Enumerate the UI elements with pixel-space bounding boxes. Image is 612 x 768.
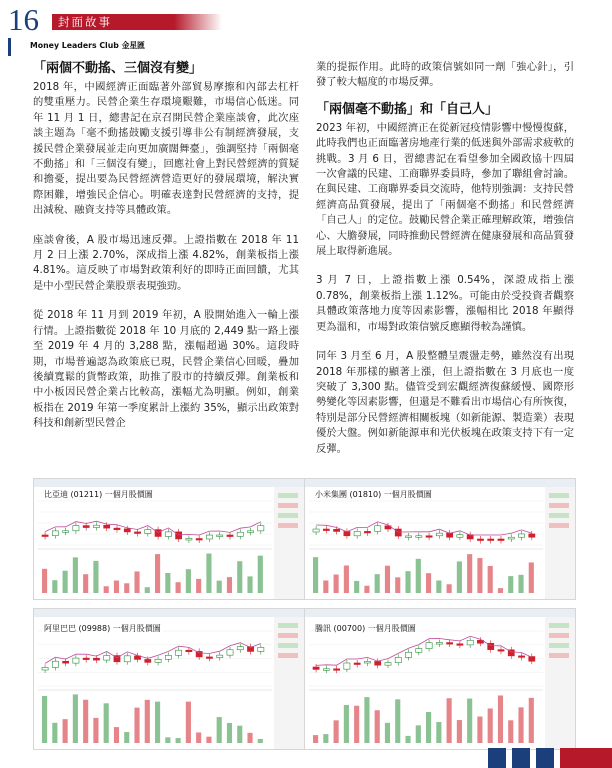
candle xyxy=(395,657,401,662)
volume-bar xyxy=(217,581,222,593)
volume-bar xyxy=(344,565,349,593)
volume-bar xyxy=(104,586,109,593)
volume-bar xyxy=(155,702,160,743)
candle xyxy=(217,655,223,657)
volume-bar xyxy=(467,699,472,743)
volume-bar xyxy=(93,561,98,593)
candle xyxy=(165,532,171,537)
candle xyxy=(518,534,524,537)
page-number: 16 xyxy=(8,2,39,37)
chart-alibaba xyxy=(33,608,305,750)
volume-bar xyxy=(134,571,139,593)
volume-bar xyxy=(529,698,534,743)
volume-bar xyxy=(196,732,201,743)
chart-toolbar xyxy=(305,479,575,487)
candle xyxy=(364,661,370,663)
candle xyxy=(104,656,110,661)
candle xyxy=(364,531,370,533)
axis-label-tag xyxy=(278,503,298,508)
volume-bar xyxy=(313,557,318,593)
candle xyxy=(237,647,243,650)
candle xyxy=(83,526,89,528)
volume-bar xyxy=(488,566,493,593)
right-column xyxy=(316,60,574,471)
chart-title: 比亞迪 (01211) 一個月股價圖 xyxy=(44,490,153,499)
axis-label-tag xyxy=(278,643,298,648)
candle xyxy=(63,531,69,533)
candle xyxy=(93,658,99,660)
axis-label-tag xyxy=(549,493,569,498)
candle xyxy=(447,643,453,645)
candle xyxy=(426,643,432,649)
footer-deco-block xyxy=(512,748,530,768)
candle xyxy=(73,658,79,663)
chart-toolbar xyxy=(305,609,575,617)
volume-bar xyxy=(145,587,150,593)
axis-label-tag xyxy=(549,513,569,518)
left-paragraph-2: 座談會後，A 股市場迅速反彈。上證指數在 2018 年 11 月 2 日上漲 2.70%，深成指上漲 4.82%，創業板指上漲 4.81%。這反映了市場對政策利好的即時正面回饋，尤其是中小型民營企業股票表現強勁。 xyxy=(33,233,299,292)
footer-deco-block xyxy=(488,748,506,768)
right-paragraph-3: 同年 3 月至 6 月，A 股整體呈震盪走勢，雖然沒有出現 2018 年那樣的顯著上漲，但上證指數在 3 月底也一度突破了 3,300 點。儘管受到宏觀經濟復蘇緩慢、國際形勢變化等因素影響，但還是不難看出市場信心有所恢復，特別是部分民營經濟相關板塊（如新能源、製造業）表現優於大盤。例如新能源車和光伏板塊在政策支持下有一定反彈。 xyxy=(316,350,574,455)
volume-bar xyxy=(447,698,452,743)
chart-toolbar xyxy=(34,479,304,487)
volume-bar xyxy=(323,734,328,743)
candle xyxy=(52,531,58,536)
chart-title: 小米集團 (01810) 一個月股價圖 xyxy=(315,490,432,499)
volume-bar xyxy=(73,557,78,593)
candle xyxy=(323,669,329,671)
candle xyxy=(416,649,422,653)
candle xyxy=(237,532,243,536)
axis-label-tag xyxy=(549,653,569,658)
volume-bar xyxy=(52,580,57,593)
volume-bar xyxy=(83,574,88,593)
candle xyxy=(83,658,89,660)
heading-own-people: 「兩個毫不動搖」和「自己人」 xyxy=(316,101,499,117)
candle xyxy=(313,667,319,669)
volume-bar xyxy=(447,584,452,593)
candle xyxy=(63,661,69,663)
volume-bar xyxy=(508,720,513,743)
candle xyxy=(405,652,411,657)
volume-bar xyxy=(518,707,523,743)
chart-byd xyxy=(33,478,305,600)
candle xyxy=(42,535,48,537)
volume-bar xyxy=(104,703,109,743)
volume-bar xyxy=(186,569,191,593)
candle xyxy=(258,526,264,531)
volume-bar xyxy=(467,554,472,593)
volume-bar xyxy=(124,583,129,593)
section-label: 封面故事 xyxy=(52,14,222,30)
candle xyxy=(447,533,453,537)
candle xyxy=(196,651,202,657)
volume-bar xyxy=(42,569,47,593)
volume-bar xyxy=(518,575,523,593)
volume-bar xyxy=(405,571,410,593)
volume-bar xyxy=(196,579,201,593)
axis-label-tag xyxy=(278,513,298,518)
volume-bar xyxy=(405,736,410,743)
volume-bar xyxy=(114,727,119,743)
volume-bar xyxy=(176,738,181,743)
candle xyxy=(354,663,360,665)
left-paragraph-3: 從 2018 年 11 月到 2019 年初，A 股開始進入一輪上漲行情。上證指數從 2018 年 10 月底的 2,449 點一路上漲至 2019 年 4 月的 3,288 點，漲幅超過 30%。這段時期，市場普遍認為政策底已現，民營企業信心回暖，疊加後續寬鬆的貨幣政策，助推了股市的持續反彈。創業板和中小板因民營企業占比較高，漲幅尤為明顯。例如，創業板指在 2019 年第一季度累計上漲約 35%，顯示出政策對科技和創新型民營企 xyxy=(33,309,299,430)
volume-bar xyxy=(426,712,431,743)
candle xyxy=(73,526,79,531)
axis-label-tag xyxy=(549,623,569,628)
header-accent-bar xyxy=(8,38,11,56)
candle xyxy=(416,536,422,538)
volume-bar xyxy=(145,700,150,743)
right-paragraph-0: 業的提振作用。此時的政策信號如同一劑「強心針」，引發了較大幅度的市場反彈。 xyxy=(316,61,574,89)
volume-bar xyxy=(313,735,318,743)
candle xyxy=(196,539,202,541)
volume-bar xyxy=(237,726,242,743)
heading-two-unshakables: 「兩個不動搖、三個沒有變」 xyxy=(33,61,203,76)
volume-bar xyxy=(395,699,400,743)
volume-bar xyxy=(237,561,242,593)
volume-bar xyxy=(457,720,462,743)
volume-bar xyxy=(498,588,503,593)
right-paragraph-1: 2023 年初，中國經濟正在從新冠疫情影響中慢慢復蘇，此時我們也正面臨著房地產行業的低迷與外部需求疲軟的挑戰。3 月 6 日，習總書記在看望參加全國政協十四屆一次會議的民建、工商聯界委員時，參加了聯組會討論。在與民建、工商聯界委員交流時，他特別強調：支持民營經濟高品質發展，提出了「兩個毫不動搖」和民營經濟「自己人」的定位。鼓勵民營企業正確理解政策，增強信心、大膽發展，同時推動民營經濟在健康發展和高品質發展上取得新進展。 xyxy=(316,121,574,258)
axis-label-tag xyxy=(549,503,569,508)
candle xyxy=(457,644,463,646)
candle xyxy=(176,532,182,539)
volume-bar xyxy=(206,554,211,593)
volume-bar xyxy=(354,706,359,743)
candle xyxy=(467,640,473,645)
candle xyxy=(313,529,319,532)
volume-bar xyxy=(477,717,482,743)
volume-bar xyxy=(42,696,47,743)
volume-bar xyxy=(93,718,98,743)
candle xyxy=(145,659,151,662)
candle xyxy=(104,525,110,528)
volume-bar xyxy=(83,700,88,743)
volume-bar xyxy=(155,554,160,593)
candle xyxy=(176,650,182,655)
candle xyxy=(145,530,151,534)
volume-bar xyxy=(436,580,441,593)
candle xyxy=(155,659,161,662)
chart-toolbar xyxy=(34,609,304,617)
chart-title: 阿里巴巴 (09988) 一個月股價圖 xyxy=(44,624,161,633)
candle xyxy=(93,525,99,527)
volume-bar xyxy=(334,575,339,593)
volume-bar xyxy=(247,733,252,743)
volume-bar xyxy=(364,697,369,743)
candle xyxy=(385,663,391,666)
footer-deco-block xyxy=(560,748,612,768)
volume-bar xyxy=(227,723,232,743)
volume-bar xyxy=(73,694,78,743)
candle xyxy=(334,669,340,671)
volume-bar xyxy=(488,708,493,743)
volume-bar xyxy=(63,571,68,593)
candle xyxy=(227,650,233,655)
volume-bar xyxy=(395,577,400,593)
axis-label-tag xyxy=(278,523,298,528)
candle xyxy=(334,529,340,531)
candle xyxy=(457,535,463,538)
candle xyxy=(498,650,504,652)
candle xyxy=(42,667,48,670)
volume-bar xyxy=(436,722,441,743)
axis-label-tag xyxy=(278,623,298,628)
volume-bar xyxy=(63,719,68,743)
volume-bar xyxy=(375,574,380,593)
candle xyxy=(258,647,264,651)
volume-bar xyxy=(385,723,390,743)
volume-bar xyxy=(508,576,513,593)
volume-bar xyxy=(124,732,129,743)
volume-bar xyxy=(52,723,57,743)
candle xyxy=(52,661,58,667)
candle xyxy=(344,663,350,669)
volume-bar xyxy=(114,581,119,593)
volume-bar xyxy=(457,561,462,593)
volume-bar xyxy=(529,562,534,593)
candle xyxy=(323,529,329,531)
volume-bar xyxy=(258,739,263,743)
axis-label-tag xyxy=(549,633,569,638)
candle xyxy=(206,535,212,539)
volume-bar xyxy=(176,582,181,593)
candle xyxy=(227,535,233,537)
candle xyxy=(165,655,171,659)
candle xyxy=(124,656,130,662)
axis-label-tag xyxy=(278,493,298,498)
candle xyxy=(247,531,253,533)
candle xyxy=(124,529,130,532)
volume-bar xyxy=(354,581,359,593)
volume-bar xyxy=(416,559,421,593)
volume-bar xyxy=(165,573,170,593)
volume-bar xyxy=(134,708,139,743)
axis-label-tag xyxy=(278,653,298,658)
candle xyxy=(405,536,411,538)
candle xyxy=(529,534,535,537)
volume-bar xyxy=(206,737,211,743)
candle xyxy=(114,528,120,530)
right-paragraph-2: 3 月 7 日，上證指數上漲 0.54%，深證成指上漲 0.78%，創業板指上漲 1.12%。可能由於受投資者觀察具體政策落地力度等因素影響，漲幅相比 2018 年顯得更為溫和，市場對政策信號反應顯得較為謹慎。 xyxy=(316,274,574,333)
candle xyxy=(354,531,360,535)
candle xyxy=(508,537,514,539)
volume-bar xyxy=(375,710,380,743)
candle xyxy=(134,532,140,534)
volume-bar xyxy=(217,717,222,743)
axis-label-tag xyxy=(278,633,298,638)
volume-bar xyxy=(498,695,503,743)
chart-title: 騰訊 (00700) 一個月股價圖 xyxy=(315,624,416,633)
volume-bar xyxy=(334,720,339,743)
candle xyxy=(488,539,494,541)
axis-label-tag xyxy=(549,643,569,648)
volume-bar xyxy=(344,705,349,743)
candle xyxy=(217,535,223,537)
chart-xiaomi xyxy=(304,478,576,600)
volume-bar xyxy=(364,586,369,593)
left-paragraph-1: 2018 年，中國經濟正面臨著外部貿易摩擦和內部去杠杆的雙重壓力。民營企業生存環境艱難，市場信心低迷。同年 11 月 1 日，總書記在京召開民營企業座談會，此次座談主題為「毫不動搖鼓勵支援引導非公有制經濟發展，支援民營企業發展並走向更加廣闊舞臺」，強調堅持「兩個毫不動搖」和「三個沒有變」，回應社會上對民營經濟的質疑和擔憂，提出要為民營經濟營造更好的發展環境，解決實際困難，增強民企信心。明確表達對民營經濟的支持，提出減稅、融資支持等具體政策。 xyxy=(33,81,299,217)
volume-bar xyxy=(477,558,482,593)
candle xyxy=(186,539,192,541)
candle xyxy=(436,533,442,536)
candle xyxy=(518,656,524,658)
axis-label-tag xyxy=(549,523,569,528)
magazine-name: Money Leaders Club 金星匯 xyxy=(30,41,145,50)
candle xyxy=(426,536,432,538)
volume-bar xyxy=(227,577,232,593)
volume-bar xyxy=(323,581,328,593)
candle xyxy=(206,657,212,659)
candle xyxy=(498,539,504,541)
chart-tencent xyxy=(304,608,576,750)
candle xyxy=(395,529,401,536)
volume-bar xyxy=(416,725,421,743)
left-column xyxy=(33,60,299,446)
volume-bar xyxy=(385,566,390,593)
volume-bar xyxy=(258,556,263,593)
candle xyxy=(375,526,381,532)
footer-deco-block xyxy=(536,748,554,768)
candle xyxy=(375,661,381,665)
volume-bar xyxy=(186,702,191,743)
volume-bar xyxy=(247,576,252,593)
candle xyxy=(186,650,192,652)
candle xyxy=(436,643,442,645)
volume-bar xyxy=(165,737,170,743)
candle xyxy=(477,539,483,541)
volume-bar xyxy=(426,573,431,593)
